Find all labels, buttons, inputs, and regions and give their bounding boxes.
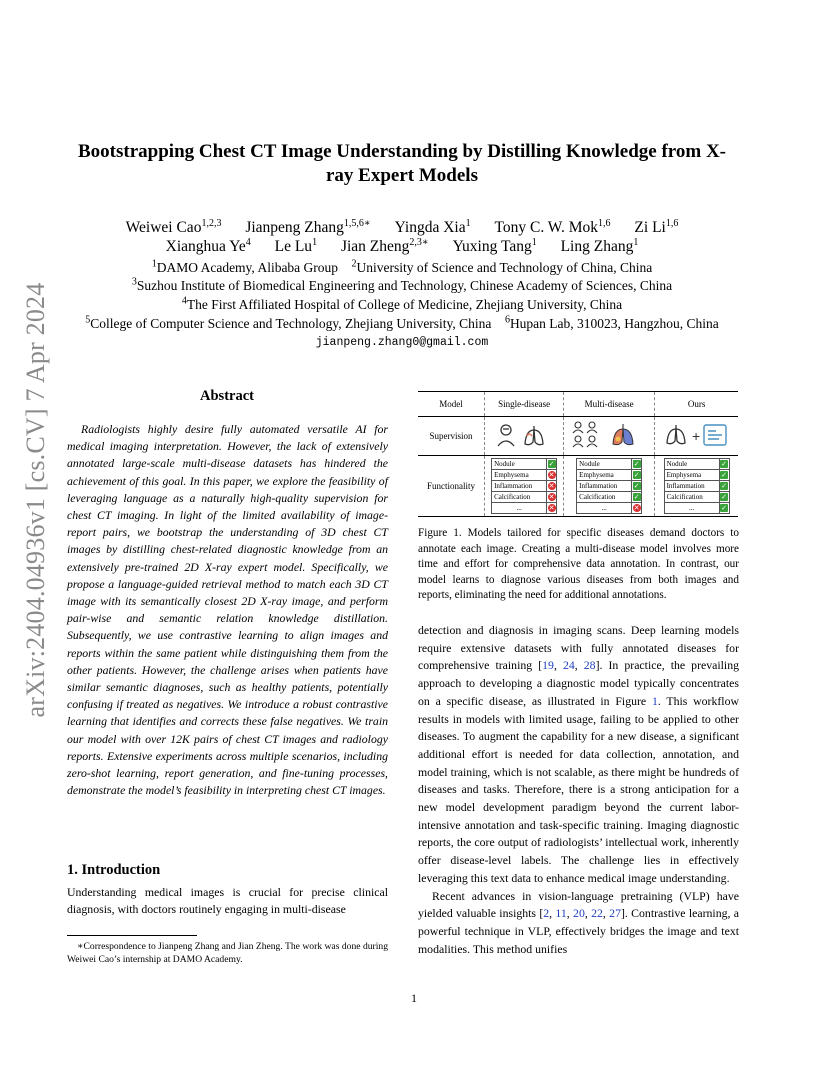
figure-reference-link[interactable]: 1: [651, 693, 658, 708]
single-supervision-icons: [485, 417, 564, 456]
citation-link[interactable]: 27: [609, 906, 621, 921]
figure-functionality-row: [418, 456, 738, 517]
check-icon: ✓: [721, 460, 728, 468]
figure-table: [418, 391, 738, 517]
citation-link[interactable]: 19: [542, 658, 554, 673]
list-item: ... ✕: [492, 503, 557, 514]
right-column-text: [418, 622, 739, 958]
figure-supervision-row: [418, 417, 738, 456]
footnote-rule: [67, 935, 197, 936]
check-icon: ✓: [721, 482, 728, 490]
check-icon: ✓: [548, 460, 555, 468]
multi-lung-icon: [613, 424, 633, 445]
lung-plus-report-icons: [662, 420, 732, 450]
cross-icon: ✕: [548, 493, 555, 501]
ours-supervision-icons: [655, 417, 738, 456]
abstract-body: Radiologists highly desire fully automated versatile AI for medical imaging interpretation. However, the lack of extensively annotated large-scale multi-disease datasets has hindered the achievement of this goal. In this paper, we explore the feasibility of leveraging language as a naturally high-quality supervision for chest CT imaging. In light of the limited availability of image-report pairs, we bootstrap the understanding of 3D chest CT images by distilling chest-related diagnostic knowledge from an extensively pre-trained 2D X-ray expert model. Specifically, we propose a language-guided retrieval method to match each 3D CT image with its semantically closest 2D X-ray image, and perform pair-wise and semantic relation knowledge distillation. Subsequently, we use contrastive learning to align images and reports within the same patient while distinguishing them from the other patients. However, the challenge arises when patients have similar semantic diagnoses, such as healthy patients, potentially confusing if treated as negatives. We introduce a robust contrastive learning that identifies and corrects these false negatives. We train our model with over 12K pairs of chest CT images and radiology reports. Extensive experiments across multiple scenarios, including zero-shot learning, report generation, and fine-tuning processes, demonstrate the model’s feasibility in interpreting chest CT images.: [67, 422, 388, 798]
multi-functionality: [564, 456, 655, 517]
doctor-group-icon: [573, 422, 597, 447]
doctors-and-lung-icons: [571, 419, 647, 451]
lesion-mark: [527, 434, 532, 436]
author: Zi Li$^{1,6}$: [634, 217, 679, 236]
header-ours: Ours: [655, 392, 738, 417]
cross-icon: ✕: [633, 504, 640, 512]
author: Jianpeng Zhang$^{1,5,6∗}$: [245, 217, 371, 236]
figure-header-row: [418, 392, 738, 417]
citation-link[interactable]: 2: [543, 906, 550, 921]
report-icon: [704, 425, 726, 445]
author-line-1: [72, 218, 732, 237]
list-item: Inflammation ✓: [577, 481, 642, 492]
paragraph: Recent advances in vision-language pretraining (VLP) have yielded valuable insights [2, 11, 20, 22, 27]. Contrastive learning, a powerful technique in VLP, effectively bridges the image and text modalities. This method unifies: [418, 888, 739, 956]
header-model: Model: [418, 392, 485, 417]
author: Weiwei Cao$^{1,2,3}$: [125, 217, 222, 236]
paragraph: detection and diagnosis in imaging scans. Deep learning models require extensive datasets with fully annotated diseases for comprehensive training [19, 24, 28]. In practice, the prevailing approach to developing a diagnostic model typically concentrates on a specific disease, as illustrated in Figure 1. This workflow results in models with limited usage, failing to be applied to other diseases. To augment the capability for a new disease, a significant additional effort is needed for data collection, annotation, and model training, which is not scalable, as there might be hundreds of diseases and tasks. Therefore, there is a strong anticipation for a new model development paradigm beyond the current labor-intensive annotation and task-specific training. Imaging diagnostic reports, the core output of radiologists’ intellectual work, inherently offer disease-level labels. The challenge lies in effectively leveraging this text data to enhance medical image understanding.: [418, 623, 739, 885]
contact-email: jianpeng.zhang0@gmail.com: [315, 336, 489, 349]
author: Yuxing Tang$^1$: [452, 236, 537, 255]
check-icon: ✓: [633, 460, 640, 468]
author: Yingda Xia$^1$: [394, 217, 471, 236]
affiliation-line-4: $^5$College of Computer Science and Technology, Zhejiang University, China $^6$Hupan Lab, 310023, Hangzhou, China: [85, 314, 719, 331]
doctor-and-lung-icons: [494, 420, 554, 450]
multi-supervision-icons: [564, 417, 655, 456]
doctor-icon: [498, 425, 514, 446]
cross-icon: ✕: [548, 482, 555, 490]
citation-link[interactable]: 11: [555, 906, 567, 921]
list-item: Calcification ✓: [577, 492, 642, 503]
check-icon: ✓: [633, 482, 640, 490]
citation-link[interactable]: 22: [591, 906, 603, 921]
abstract-heading: Abstract: [200, 388, 254, 404]
cross-icon: ✕: [548, 471, 555, 479]
list-item: Emphysema ✕: [492, 470, 557, 481]
section-heading-introduction: 1. Introduction: [67, 862, 161, 878]
check-icon: ✓: [633, 493, 640, 501]
single-functionality: [485, 456, 564, 517]
header-multi-disease: Multi-disease: [564, 392, 655, 417]
citation-link[interactable]: 28: [583, 658, 596, 673]
list-item: Calcification ✓: [664, 492, 729, 503]
cross-icon: ✕: [548, 504, 555, 512]
header-single-disease: Single-disease: [485, 392, 564, 417]
arxiv-id-text: arXiv:2404.04936v1 [cs.CV] 7 Apr 2024: [21, 282, 50, 718]
list-item: Nodule ✓: [492, 459, 557, 470]
footnote: ∗Correspondence to Jianpeng Zhang and Jian Zheng. The work was done during Weiwei Cao’s internship at DAMO Academy.: [67, 941, 388, 965]
page-number: 1: [411, 991, 417, 1005]
paper-title: Bootstrapping Chest CT Image Understanding by Distilling Knowledge from X-ray Expert Models: [78, 141, 726, 186]
author: Tony C. W. Mok$^{1,6}$: [494, 217, 611, 236]
author: Le Lu$^1$: [274, 236, 318, 255]
figure-1-caption: Figure 1. Models tailored for specific diseases demand doctors to annotate each image. Creating a multi-disease model involves more time and effort for comprehensive data annotation. In contrast, our model learns to diagnose various diseases from both images and reports, eliminating the need for additional annotations.: [418, 527, 739, 601]
disease-list-multi: [576, 458, 642, 514]
author: Xianghua Ye$^4$: [165, 236, 251, 255]
list-item: Calcification ✕: [492, 492, 557, 503]
list-item: Nodule ✓: [577, 459, 642, 470]
arxiv-identifier: [4, 282, 68, 718]
check-icon: ✓: [633, 471, 640, 479]
list-item: Emphysema ✓: [577, 470, 642, 481]
author-list: [72, 218, 732, 256]
list-item: ... ✓: [664, 503, 729, 514]
author: Ling Zhang$^1$: [560, 236, 639, 255]
author-line-2: [72, 237, 732, 256]
list-item: Emphysema ✓: [664, 470, 729, 481]
disease-list-single: [491, 458, 557, 514]
list-item: Nodule ✓: [664, 459, 729, 470]
citation-link[interactable]: 24: [562, 658, 575, 673]
affiliation-line-1: $^1$DAMO Academy, Alibaba Group $^2$University of Science and Technology of China, China: [151, 258, 653, 275]
check-icon: ✓: [721, 471, 728, 479]
affiliation-line-2: $^3$Suzhou Institute of Biomedical Engineering and Technology, Chinese Academy of Sciences, China: [131, 276, 673, 293]
plus-sign: +: [691, 428, 700, 444]
lung-icon: [667, 425, 685, 444]
introduction-paragraph: Understanding medical images is crucial for precise clinical diagnosis, with doctors routinely engaging in multi-disease: [67, 885, 388, 916]
row-label-functionality: Functionality: [418, 456, 485, 517]
row-label-supervision: Supervision: [418, 417, 485, 456]
disease-list-ours: [664, 458, 730, 514]
citation-link[interactable]: 20: [573, 906, 585, 921]
ours-functionality: [655, 456, 738, 517]
author: Jian Zheng$^{2,3∗}$: [340, 236, 429, 255]
check-icon: ✓: [721, 493, 728, 501]
affiliation-line-3: $^4$The First Affiliated Hospital of College of Medicine, Zhejiang University, China: [181, 295, 623, 312]
figure-1: [418, 391, 738, 518]
check-icon: ✓: [721, 504, 728, 512]
list-item: Inflammation ✓: [664, 481, 729, 492]
list-item: ... ✕: [577, 503, 642, 514]
list-item: Inflammation ✕: [492, 481, 557, 492]
